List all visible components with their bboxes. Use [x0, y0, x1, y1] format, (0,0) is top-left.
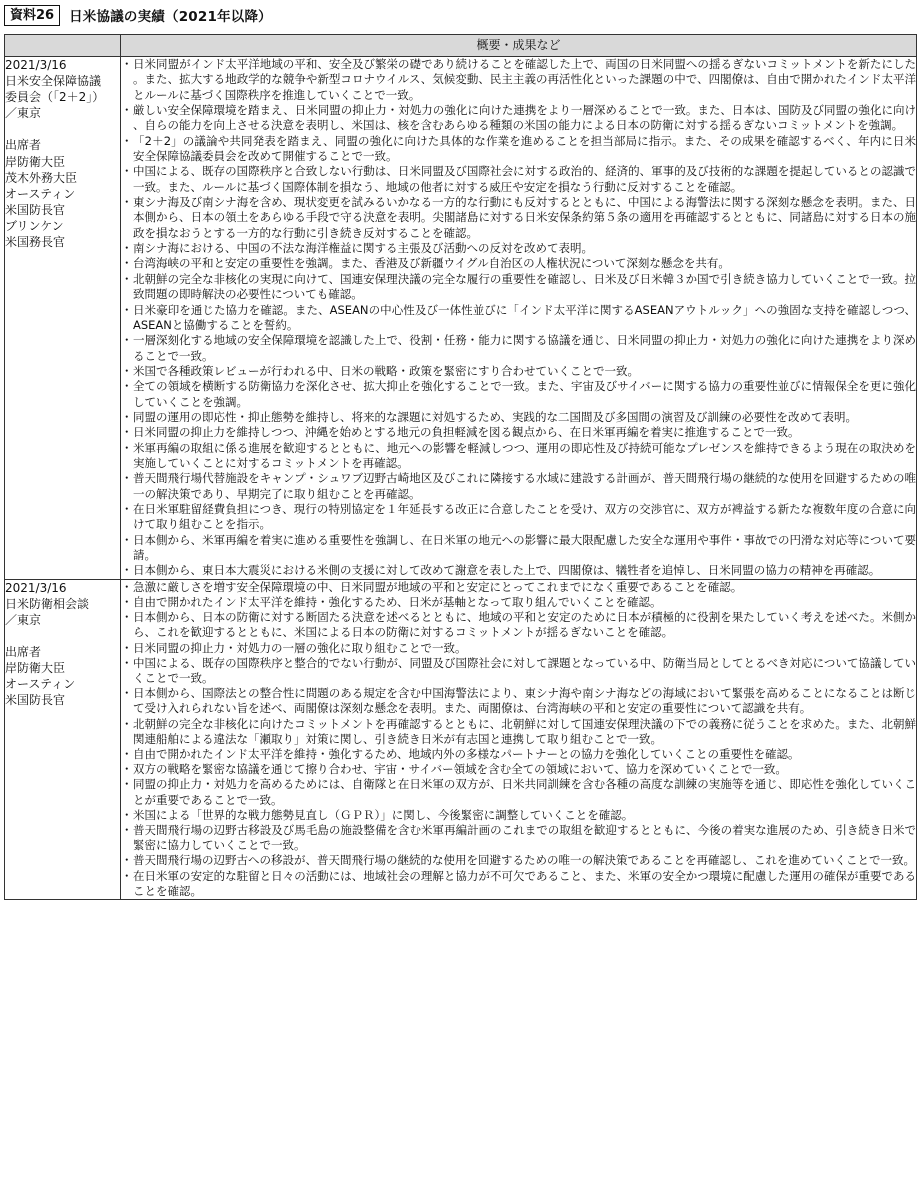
list-item-text: 双方の戦略を緊密な協議を通じて擦り合わせ、宇宙・サイバー領域を含む全ての領域において、協力を深めていくことで一致。 [133, 762, 787, 777]
list-item-text: 日本側から、東日本大震災における米側の支援に対して改めて謝意を表した上で、四閣僚は、犠牲者を追悼し、日米同盟の協力の精神を再確認。 [133, 563, 881, 578]
list-item-text: 日本側から、国際法との整合性に問題のある規定を含む中国海警法により、東シナ海や南シナ海などの海域において緊張を高めることになることは断じて受け入れられない旨を述べ、両閣僚は深刻な懸念を表明。また、両閣僚は、台湾海峡の平和と安定の重要性について認識を共有。 [133, 686, 916, 716]
bullet-mark: ・ [121, 579, 133, 594]
list-item [121, 762, 916, 777]
bullet-mark: ・ [121, 563, 133, 578]
list-item [121, 641, 916, 656]
bullet-mark: ・ [121, 425, 133, 440]
bullet-mark: ・ [121, 777, 133, 792]
list-item-text: 東シナ海及び南シナ海を含め、現状変更を試みるいかなる一方的な行動にも反対するとともに、中国による海警法に関する深刻な懸念を表明。また、日本側から、日本の領土をあらゆる手段で守る決意を表明。尖閣諸島に対する日米安保条約第５条の適用を再確認するとともに、同諸島に対する日本の施政を損なおうとする一方的な行動に引き続き反対することを確認。 [133, 195, 916, 240]
list-item-text: 在日米軍駐留経費負担につき、現行の特別協定を１年延長する改正に合意したことを受け、双方の交渉官に、双方が裨益する新たな複数年度の合意に向けて取り組むことを指示。 [133, 501, 916, 532]
list-item [121, 441, 916, 472]
list-item [121, 808, 916, 823]
list-item-text: 台湾海峡の平和と安定の重要性を強調。また、香港及び新疆ウイグル自治区の人権状況について深刻な懸念を共有。 [133, 256, 730, 271]
list-item [121, 164, 916, 195]
bullet-mark: ・ [121, 686, 133, 701]
list-item [121, 777, 916, 807]
bullet-mark: ・ [121, 271, 133, 286]
list-item [121, 656, 916, 686]
list-item [121, 379, 916, 410]
list-item [121, 823, 916, 853]
bullet-mark: ・ [121, 868, 133, 883]
bullet-mark: ・ [121, 164, 133, 179]
list-item [121, 686, 916, 716]
list-item-text: 日本側から、米軍再編を着実に進める重要性を強調し、在日米軍の地元への影響に最大限配慮した安全な運用や事件・事故での円滑な対応等について要請。 [133, 532, 916, 562]
list-item [121, 195, 916, 241]
list-item-text: 米軍再編の取組に係る進展を歓迎するとともに、地元への影響を軽減しつつ、運用の即応性及び持続可能なプレゼンスを維持できるよう現在の取決めを実施していくことに対するコミットメントを再確認。 [133, 440, 916, 470]
list-item-text: 在日米軍の安定的な駐留と日々の活動には、地域社会の理解と協力が不可欠であること、また、米軍の安全かつ環境に配慮した運用の確保が重要であることを確認。 [133, 868, 916, 898]
bullet-mark: ・ [121, 762, 133, 777]
list-item-text: 南シナ海における、中国の不法な海洋権益に関する主張及び活動への反対を改めて表明。 [133, 241, 593, 256]
list-item [121, 272, 916, 303]
list-item-text: 中国による、既存の国際秩序と合致しない行動は、日米同盟及び国際社会に対する政治的、経済的、軍事的及び技術的な課題を提起しているとの認識で一致。また、ルールに基づく国際体制を損なう、地域の他者に対する威圧や安定を損なう行動に反対することを確認。 [133, 164, 916, 194]
list-item-text: 日米同盟の抑止力・対処力の一層の強化に取り組むことで一致。 [133, 640, 467, 655]
list-item [121, 134, 916, 165]
bullet-mark: ・ [121, 640, 133, 655]
meeting-info-cell: 2021/3/16 日米防衛相会談 ／東京 出席者 岸防衛大臣 オースティン 米国防長官 [5, 579, 121, 899]
meetings-table [4, 34, 917, 900]
list-item-text: 自由で開かれたインド太平洋を維持・強化するため、日米が基軸となって取り組んでいくことを確認。 [133, 594, 662, 609]
bullet-mark: ・ [121, 594, 133, 609]
list-item-text: 日米同盟の抑止力を維持しつつ、沖縄を始めとする地元の負担軽減を図る観点から、在日米軍再編を着実に推進することで一致。 [133, 425, 800, 440]
list-item [121, 853, 916, 868]
list-item [121, 333, 916, 364]
list-item-text: 「2＋2」の議論や共同発表を踏まえ、同盟の強化に向けた具体的な作業を進めることを担当部局に指示。また、その成果を確認するべく、年内に日米安全保障協議委員会を改めて開催することで一致。 [133, 133, 916, 164]
bullet-mark: ・ [121, 363, 133, 378]
bullet-mark: ・ [121, 532, 133, 547]
bullet-mark: ・ [121, 471, 133, 486]
list-item-text: 普天間飛行場の辺野古移設及び馬毛島の施設整備を含む米軍再編計画のこれまでの取組を歓迎するとともに、今後の着実な進展のため、引き続き日米で緊密に協力していくことで一致。 [133, 822, 916, 853]
table-row [5, 57, 917, 580]
list-item [121, 256, 916, 271]
bullet-mark: ・ [121, 241, 133, 256]
bullet-mark: ・ [121, 256, 133, 271]
bullet-mark: ・ [121, 655, 133, 670]
page-title: 日米協議の実績（2021年以降） [69, 9, 272, 25]
list-item [121, 303, 916, 334]
list-item-text: 北朝鮮の完全な非核化に向けたコミットメントを再確認するとともに、北朝鮮に対して国連安保理決議の下での義務に従うことを求めた。また、北朝鮮関連船舶による違法な「瀬取り」対策に関し、引き続き日米が有志国と連携して取り組むことで一致。 [133, 716, 916, 746]
list-item [121, 580, 916, 595]
list-item-text: 同盟の抑止力・対処力を高めるためには、自衛隊と在日米軍の双方が、日米共同訓練を含む各種の高度な訓練の実施等を通じ、即応性を強化していくことが重要であることで一致。 [133, 777, 916, 807]
document-number-label: 資料26 [4, 5, 60, 26]
list-item [121, 103, 916, 134]
list-item-text: 米国による「世界的な戦力態勢見直し（ＧＰＲ）」に関し、今後緊密に調整していくことを確認。 [133, 807, 634, 822]
list-item-text: 日本側から、日本の防衛に対する断固たる決意を述べるとともに、地域の平和と安定のために日本が積極的に役割を果たしていく考えを述べた。米側から、これを歓迎するとともに、米国による日本の防衛に対するコミットメントが揺るぎないことを確認。 [133, 610, 916, 640]
meeting-info-cell: 2021/3/16 日米安全保障協議 委員会（「2＋2」） ／東京 出席者 岸防衛大臣 茂木外務大臣 オースティン 米国防長官 ブリンケン 米国務長官 [5, 57, 121, 580]
list-item [121, 717, 916, 747]
list-item-text: 自由で開かれたインド太平洋を維持・強化するため、地域内外の多様なパートナーとの協力を強化していくことの重要性を確認。 [133, 746, 800, 761]
list-item [121, 869, 916, 899]
page-header [4, 4, 272, 26]
list-item-text: 米国で各種政策レビューが行われる中、日米の戦略・政策を緊密にすり合わせていくことで一致。 [133, 363, 639, 378]
table-row [5, 579, 917, 899]
table-header-empty-cell [5, 35, 121, 57]
bullet-mark: ・ [121, 610, 133, 625]
list-item-text: 同盟の運用の即応性・抑止態勢を維持し、将来的な課題に対処するため、実践的な二国間及び多国間の演習及び訓練の必要性を改めて表明。 [133, 409, 858, 424]
list-item [121, 364, 916, 379]
list-item-text: 一層深刻化する地域の安全保障環境を認識した上で、役割・任務・能力に関する協議を通じ、日米同盟の抑止力・対処力の強化に向けた連携をより深めることで一致。 [133, 333, 916, 363]
bullet-mark: ・ [121, 716, 133, 731]
list-item [121, 533, 916, 564]
bullet-mark: ・ [121, 440, 133, 455]
list-item-text: 普天間飛行場の辺野古への移設が、普天間飛行場の継続的な使用を回避するための唯一の解決策であることを再確認し、これを進めていくことで一致。 [133, 853, 915, 868]
list-item [121, 610, 916, 640]
bullet-mark: ・ [121, 195, 133, 210]
list-item [121, 410, 916, 425]
table-header-summary: 概要・成果など [121, 35, 917, 57]
list-item-text: 厳しい安全保障環境を踏まえ、日米同盟の抑止力・対処力の強化に向けた連携をより一層深めることで一致。また、日本は、国防及び同盟の強化に向け、自らの能力を向上させる決意を表明し、米国は、核を含むあらゆる種類の米国の能力による日本の防衛に対する揺るぎないコミットメントを強調。 [133, 103, 916, 133]
list-item-text: 普天間飛行場代替施設をキャンプ・シュワブ辺野古崎地区及びこれに隣接する水域に建設する計画が、普天間飛行場の継続的な使用を回避するための唯一の解決策であり、早期完了に取り組むことを再確認。 [133, 471, 916, 501]
bullet-mark: ・ [121, 133, 133, 148]
list-item [121, 563, 916, 578]
bullet-mark: ・ [121, 302, 133, 317]
bullet-mark: ・ [121, 57, 133, 71]
list-item-text: 日米同盟がインド太平洋地域の平和、安全及び繁栄の礎であり続けることを確認した上で、両国の日米同盟への揺るぎないコミットメントを新たにした。また、拡大する地政学的な競争や新型コロナウイルス、気候変動、民主主義の再活性化といった課題の中で、四閣僚は、自由で開かれたインド太平洋とルールに基づく国際秩序を推進していくことで一致。 [133, 57, 916, 102]
bullet-mark: ・ [121, 501, 133, 516]
list-item-text: 急激に厳しさを増す安全保障環境の中、日米同盟が地域の平和と安定にとってこれまでになく重要であることを確認。 [133, 579, 743, 594]
bullet-mark: ・ [121, 746, 133, 761]
list-item-text: 北朝鮮の完全な非核化の実現に向けて、国連安保理決議の完全な履行の重要性を確認し、日米及び日米韓３か国で引き続き協力していくことで一致。拉致問題の即時解決の必要性についても確認。 [133, 271, 916, 302]
bullet-mark: ・ [121, 807, 133, 822]
bullet-mark: ・ [121, 379, 133, 394]
list-item [121, 747, 916, 762]
meeting-results-cell [121, 579, 917, 899]
list-item [121, 471, 916, 502]
list-item [121, 241, 916, 256]
table-header-row [5, 35, 917, 57]
list-item-text: 全ての領域を横断する防衛協力を深化させ、拡大抑止を強化することで一致。また、宇宙及びサイバーに関する協力の重要性並びに情報保全を更に強化していくことを強調。 [133, 379, 916, 409]
bullet-mark: ・ [121, 853, 133, 868]
bullet-mark: ・ [121, 103, 133, 118]
bullet-mark: ・ [121, 333, 133, 348]
bullet-mark: ・ [121, 822, 133, 837]
list-item [121, 595, 916, 610]
bullet-mark: ・ [121, 409, 133, 424]
list-item-text: 中国による、既存の国際秩序と整合的でない行動が、同盟及び国際社会に対して課題となっている中、防衛当局としてとるべき対応について協議していくことで一致。 [133, 655, 916, 685]
list-item [121, 57, 916, 103]
list-item [121, 425, 916, 440]
meeting-results-cell [121, 57, 917, 580]
list-item-text: 日米豪印を通じた協力を確認。また、ASEANの中心性及び一体性並びに「インド太平洋に関するASEANアウトルック」への強固な支持を確認しつつ、ASEANと協働することを誓約。 [133, 302, 916, 332]
list-item [121, 502, 916, 533]
